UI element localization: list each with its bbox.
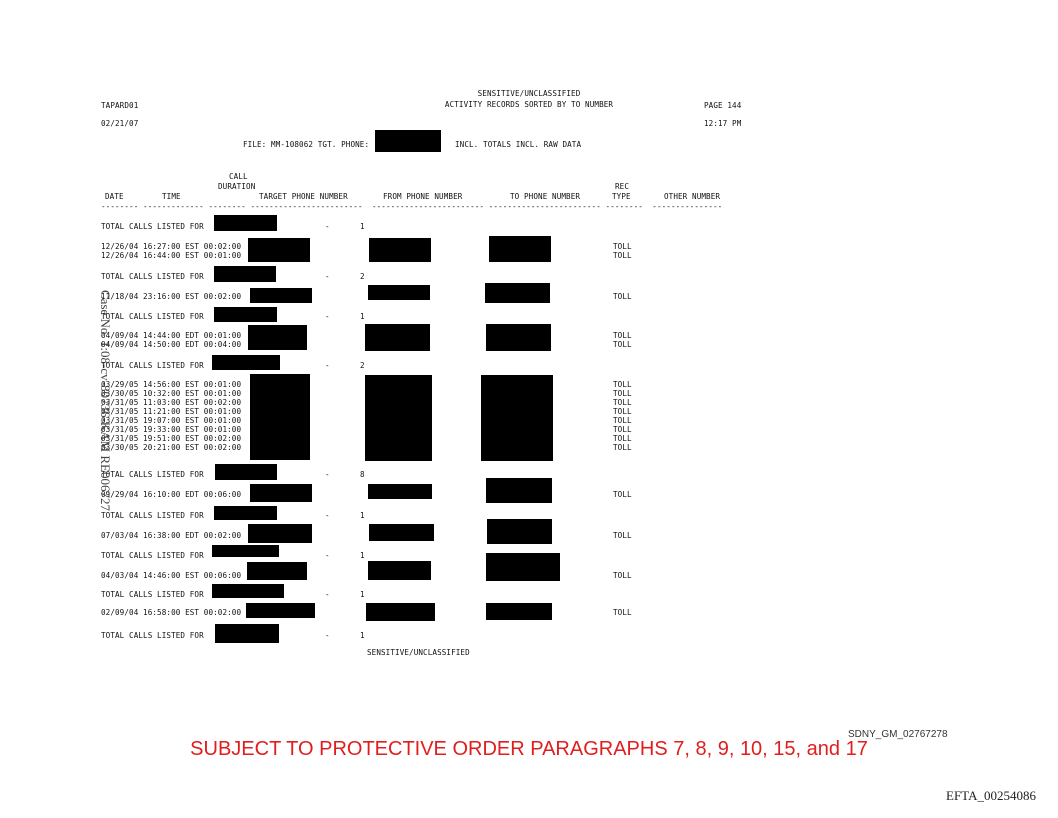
- redaction: [214, 215, 277, 231]
- rec-type: TOLL: [613, 407, 632, 416]
- redaction: [215, 624, 279, 643]
- classification-footer: SENSITIVE/UNCLASSIFIED: [367, 648, 470, 657]
- rec-type: TOLL: [613, 292, 632, 301]
- classification-header: SENSITIVE/UNCLASSIFIED: [477, 89, 581, 98]
- record-row: 07/03/04 16:38:00 EDT 00:02:00: [101, 531, 242, 540]
- report-time: 12:17 PM: [704, 119, 742, 128]
- totals-count: 1: [360, 551, 365, 560]
- col-date: DATE: [105, 192, 124, 201]
- totals-dash: -: [325, 551, 330, 560]
- redaction: [486, 324, 551, 351]
- redaction: [214, 266, 276, 282]
- redaction: [212, 545, 279, 557]
- record-row: 04/09/04 14:50:00 EDT 00:04:00: [101, 340, 242, 349]
- record-row: 11/18/04 23:16:00 EST 00:02:00: [101, 292, 242, 301]
- page-number: PAGE 144: [704, 101, 742, 110]
- redaction: [215, 464, 277, 480]
- redaction: [489, 236, 551, 262]
- totals-label: TOTAL CALLS LISTED FOR: [101, 631, 204, 640]
- redaction: [214, 506, 277, 520]
- rec-type: TOLL: [613, 434, 632, 443]
- redaction: [368, 561, 431, 580]
- totals-label: TOTAL CALLS LISTED FOR: [101, 551, 204, 560]
- totals-count: 1: [360, 511, 365, 520]
- rec-type: TOLL: [613, 608, 632, 617]
- rec-type: TOLL: [613, 443, 632, 452]
- rec-type: TOLL: [613, 340, 632, 349]
- incl-label: INCL. TOTALS INCL. RAW DATA: [455, 140, 582, 149]
- totals-label: TOTAL CALLS LISTED FOR: [101, 222, 204, 231]
- redaction: [247, 562, 307, 580]
- col-time: TIME: [162, 192, 181, 201]
- rec-type: TOLL: [613, 331, 632, 340]
- rec-type: TOLL: [613, 398, 632, 407]
- redaction: [481, 375, 553, 461]
- redaction: [212, 584, 284, 598]
- redaction: [486, 603, 552, 620]
- col-target-phone: TARGET PHONE NUMBER: [259, 192, 348, 201]
- efta-number: EFTA_00254086: [946, 788, 1036, 803]
- redaction: [487, 519, 552, 544]
- record-row: 12/26/04 16:27:00 EST 00:02:00: [101, 242, 242, 251]
- record-row: 03/31/05 19:33:00 EST 00:01:00: [101, 425, 242, 434]
- case-number-stamp: Case No. 1:08-cv-80736-KAM RE006727: [98, 290, 113, 511]
- rec-type: TOLL: [613, 251, 632, 260]
- redaction: [248, 238, 310, 262]
- rec-type: TOLL: [613, 571, 632, 580]
- totals-dash: -: [325, 361, 330, 370]
- record-row: 03/31/05 19:51:00 EST 00:02:00: [101, 434, 242, 443]
- report-id: TAPARD01: [101, 101, 139, 110]
- report-date: 02/21/07: [101, 119, 139, 128]
- record-row: 03/31/05 19:07:00 EST 00:01:00: [101, 416, 242, 425]
- col-type: TYPE: [612, 192, 631, 201]
- rec-type: TOLL: [613, 425, 632, 434]
- totals-count: 1: [360, 631, 365, 640]
- record-row: 03/31/05 11:03:00 EST 00:02:00: [101, 398, 242, 407]
- totals-dash: -: [325, 272, 330, 281]
- totals-dash: -: [325, 222, 330, 231]
- header-rule: -------- ------------- -------- ------------------------ ------------------------ ------------------------ -------- ---------------: [101, 202, 723, 211]
- rec-type: TOLL: [613, 389, 632, 398]
- totals-count: 8: [360, 470, 365, 479]
- redaction: [369, 238, 431, 262]
- rec-type: TOLL: [613, 490, 632, 499]
- redaction: [365, 324, 430, 351]
- rec-type: TOLL: [613, 380, 632, 389]
- bates-number: SDNY_GM_02767278: [848, 729, 948, 740]
- totals-count: 2: [360, 272, 365, 281]
- totals-label: TOTAL CALLS LISTED FOR: [101, 511, 204, 520]
- totals-label: TOTAL CALLS LISTED FOR: [101, 590, 204, 599]
- redaction: [486, 553, 560, 581]
- totals-count: 1: [360, 590, 365, 599]
- redaction: [250, 288, 312, 303]
- totals-dash: -: [325, 312, 330, 321]
- redaction: [246, 603, 315, 618]
- redaction: [248, 524, 312, 543]
- rec-type: TOLL: [613, 242, 632, 251]
- redaction: [369, 524, 434, 541]
- record-row: 04/09/04 14:44:00 EDT 00:01:00: [101, 331, 242, 340]
- totals-dash: -: [325, 511, 330, 520]
- report-title: ACTIVITY RECORDS SORTED BY TO NUMBER: [444, 100, 614, 109]
- totals-label: TOTAL CALLS LISTED FOR: [101, 361, 204, 370]
- totals-dash: -: [325, 470, 330, 479]
- record-row: 04/03/04 14:46:00 EST 00:06:00: [101, 571, 242, 580]
- record-row: 03/30/05 10:32:00 EST 00:01:00: [101, 389, 242, 398]
- redaction: [248, 325, 307, 350]
- record-row: 02/09/04 16:58:00 EST 00:02:00: [101, 608, 242, 617]
- redaction: [250, 374, 310, 460]
- record-row: 09/29/04 16:10:00 EDT 00:06:00: [101, 490, 242, 499]
- redaction: [368, 484, 432, 499]
- redaction: [366, 603, 435, 621]
- redaction: [365, 375, 432, 461]
- totals-label: TOTAL CALLS LISTED FOR: [101, 272, 204, 281]
- totals-dash: -: [325, 631, 330, 640]
- col-call: CALL: [229, 172, 248, 181]
- totals-count: 1: [360, 312, 365, 321]
- totals-dash: -: [325, 590, 330, 599]
- totals-label: TOTAL CALLS LISTED FOR: [101, 470, 204, 479]
- col-from-phone: FROM PHONE NUMBER: [383, 192, 463, 201]
- redaction: [212, 355, 280, 370]
- redaction: [214, 307, 277, 322]
- col-duration: DURATION: [218, 182, 256, 191]
- redaction: [368, 285, 430, 300]
- record-row: 03/29/05 14:56:00 EST 00:01:00: [101, 380, 242, 389]
- totals-count: 2: [360, 361, 365, 370]
- col-other-number: OTHER NUMBER: [664, 192, 721, 201]
- file-label: FILE: MM-108062 TGT. PHONE:: [243, 140, 370, 149]
- record-row: 03/30/05 20:21:00 EST 00:02:00: [101, 443, 242, 452]
- totals-count: 1: [360, 222, 365, 231]
- record-row: 03/31/05 11:21:00 EST 00:01:00: [101, 407, 242, 416]
- rec-type: TOLL: [613, 531, 632, 540]
- protective-order-notice: SUBJECT TO PROTECTIVE ORDER PARAGRAPHS 7, 8, 9, 10, 15, and 17: [190, 738, 868, 760]
- totals-label: TOTAL CALLS LISTED FOR: [101, 312, 204, 321]
- rec-type: TOLL: [613, 416, 632, 425]
- redaction: [485, 283, 550, 303]
- redaction: [486, 478, 552, 503]
- redaction: [375, 130, 441, 152]
- redaction: [250, 484, 312, 502]
- col-rec: REC: [615, 182, 630, 191]
- record-row: 12/26/04 16:44:00 EST 00:01:00: [101, 251, 242, 260]
- col-to-phone: TO PHONE NUMBER: [510, 192, 581, 201]
